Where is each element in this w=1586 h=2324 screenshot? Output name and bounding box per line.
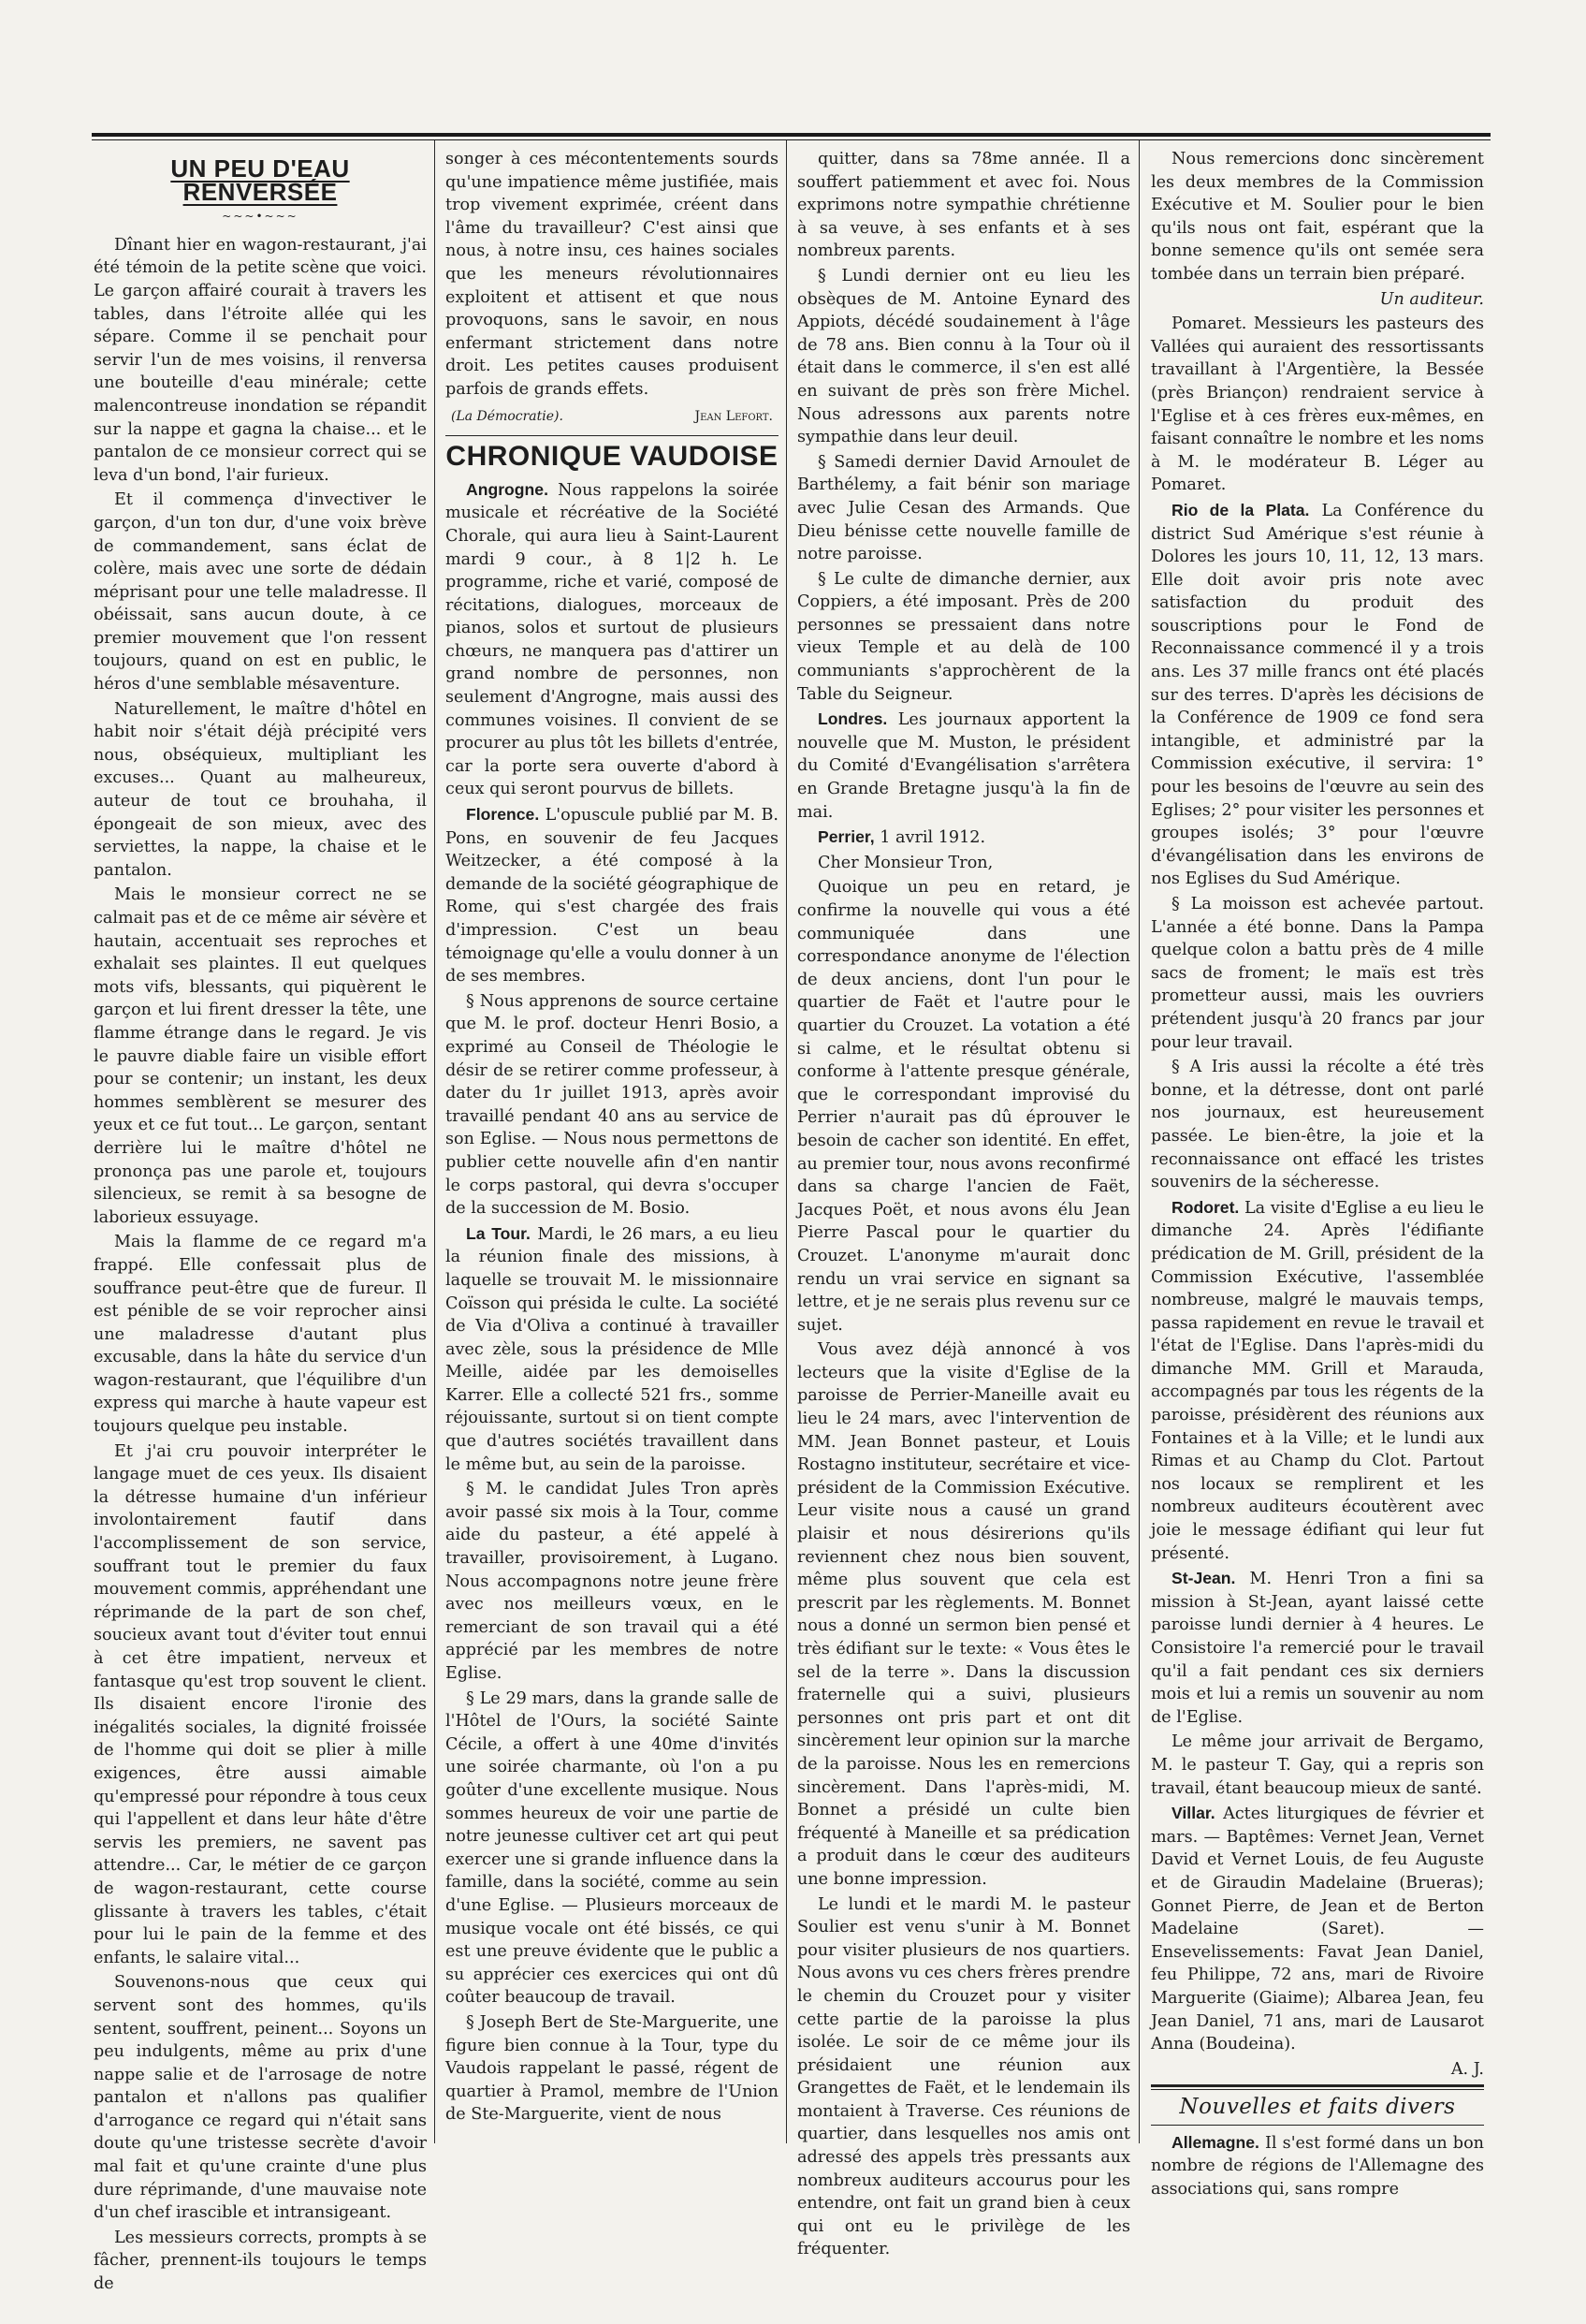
news-item xyxy=(797,451,1130,566)
location-label: La Tour. xyxy=(466,1223,531,1243)
news-item xyxy=(1151,499,1484,891)
news-item xyxy=(1151,1802,1484,2056)
news-item xyxy=(445,1688,778,2010)
news-item xyxy=(1151,893,1484,1054)
citation-source: (La Démocratie). xyxy=(451,408,563,424)
news-item xyxy=(445,990,778,1220)
news-item xyxy=(1151,1567,1484,1729)
item-text: § La moisson est achevée partout. L'année a été bonne. Dans la Pampa quelque colon a battu près de 4 mille sacs de froment; le maïs est très prometteur aussi, mais les ouvriers prétendent jusqu'à 20 francs par jour pour leur travail. xyxy=(1151,895,1484,1052)
item-text: Quoique un peu en retard, je confirme la nouvelle qui vous a été communiquée dans une correspondance anonyme de l'élection de deux anciens, dont l'un pour le quartier de Faët et l'autre pour le quartier du Crouzet. La votation a été si calme, et le résultat obtenu si conforme à l'attente presque générale, que le correspondant improvisé du Perrier n'aurait pas dû éprouver le besoin de cacher son identité. En effet, au premier tour, nous avons reconfirmé dans sa charge l'ancien de Faët, Jacques Poët, et nous avons élu Jean Pierre Pascal pour le quartier du Crouzet. L'anonyme m'aurait donc rendu un vrai service en signant sa lettre, et je ne serais plus revenu sur ce sujet. xyxy=(797,878,1130,1335)
paragraph: songer à ces mécontentements sourds qu'une impatience même justifiée, mais trop vivement exprimée, créent dans l'âme du travailleur? C'est ainsi que nous, à notre insu, ces haines sociales que les meneurs révolutionnaires exploitent et attisent et que nous provoquons, sans le savoir, en nous enfermant strictement dans notre droit. Les petites causes produisent parfois de grands effets. xyxy=(445,150,778,399)
location-label: Allemagne. xyxy=(1171,2132,1259,2152)
news-item xyxy=(797,826,1130,850)
section-title: Nouvelles et faits divers xyxy=(1179,2095,1456,2120)
location-label: St-Jean. xyxy=(1171,1569,1236,1588)
section-rule xyxy=(1151,2125,1484,2126)
item-text: La visite d'Eglise a eu lieu le dimanche 24. Après l'édifiante prédication de M. Grill, président de la Commission Exécutive, l'assemblée nombreuse, malgré le mauvais temps, passa rapidement en revue le travail et l'état de l'Eglise. Dans l'après-midi du dimanche MM. Grill et Marauda, accompagnés par tous les régents de la paroisse, présidèrent des réunions aux Fontaines et à la Ville; et le lundi aux Rimas et au Champ du Clot. Partout nos locaux se remplirent et les nombreux auditeurs écoutèrent avec joie le message édifiant qui leur fut présenté. xyxy=(1151,1198,1485,1563)
paragraph: Les messieurs corrects, prompts à se fâcher, prennent-ils toujours le temps de xyxy=(94,2228,427,2294)
top-rule xyxy=(92,133,1491,137)
column-divider xyxy=(1139,140,1140,2143)
location-label: Villar. xyxy=(1171,1804,1215,1823)
signature: Un auditeur. xyxy=(1379,289,1484,309)
paragraph: Mais le monsieur correct ne se calmait pas et de ce même air sévère et hautain, accentuait ses reproches et exhalait ses plaintes. Il eut quelques mots vifs, blessants, qui piquèrent le garçon et lui firent dresser la tête, une flamme étrange dans le regard. Je vis le pauvre diable faire un visible effort pour se contenir; un instant, les deux hommes semblèrent se mesurer des yeux et ce fut tout... Le garçon, sentant derrière lui le maître d'hôtel ne prononça pas une parole et, toujours silencieux, se remit à sa besogne de laborieux essuyage. xyxy=(94,885,427,1227)
section-rule xyxy=(1151,2084,1484,2087)
location-label: Rodoret. xyxy=(1171,1197,1240,1217)
item-text: Vous avez déjà annoncé à vos lecteurs que la visite d'Eglise de la paroisse de Perrier-Maneille avait eu lieu le 24 mars, avec l'intervention de MM. Jean Bonnet pasteur, et Louis Rostagno instituteur, secrétaire et vice-président de la Commission Exécutive. Leur visite nous a causé un grand plaisir et nous désirerions qu'ils reviennent chez nous bien souvent, même plus souvent que cela est prescrit par les règlements. M. Bonnet nous a donné un sermon bien pensé et très édifiant sur le texte: « Vous êtes le sel de la terre ». Dans la discussion fraternelle qui a suivi, plusieurs personnes ont pris part et ont dit sincèrement leur opinion sur la marche de la paroisse. Nous les en remercions sincèrement. Dans l'après-midi, M. Bonnet a présidé un culte bien fréquenté à Maneille et sa prédication a produit dans le cœur des auditeurs une bonne impression. xyxy=(797,1340,1130,1889)
title-ornament: ~~~•~~~ xyxy=(222,210,298,224)
location-label: Perrier, xyxy=(818,827,875,847)
news-item xyxy=(797,568,1130,707)
paragraph: Mais la flamme de ce regard m'a frappé. Elle confessait plus de souffrance peut-être que de fureur. Il est pénible de se voir reprocher ainsi une maladresse d'autant plus excusable, dans la hâte du service d'un wagon-restaurant, que l'équilibre d'un express qui marche à haute vapeur est toujours quelque peu instable. xyxy=(94,1233,427,1437)
news-item xyxy=(1151,1196,1484,1566)
paragraph: Et j'ai cru pouvoir interpréter le langage muet de ces yeux. Ils disaient la détresse humaine d'un inférieur involontairement fautif dans l'accomplissement de son service, souffrant tout le premier du faux mouvement commis, appréhendant une réprimande de la part de son chef, soucieux avant tout d'éviter tout ennui à cet être impatient, nerveux et fantasque qu'est trop souvent le client. Ils disaient encore l'ironie des inégalités sociales, la dignité froissée de l'homme qui doit se plier à mille exigences, être aussi aimable qu'empressé pour répondre à tous ceux qui l'appellent et dans leur hâte d'être servis les premiers, ne savent pas attendre... Car, le métier de ce garçon de wagon-restaurant, cette course glissante à travers les tables, c'était pour lui le pain de la femme et des enfants, le salaire vital... xyxy=(94,1441,427,1967)
item-text: Pomaret. Messieurs les pasteurs des Vallées qui auraient des ressortissants travaillant à l'Argentière, la Bessée (près Briançon) rendraient service à l'Eglise et à ces frères eux-mêmes, en faisant connaître le nombre et les noms à M. le modérateur B. Léger au Pomaret. xyxy=(1151,314,1484,495)
news-item xyxy=(797,852,1130,875)
news-item xyxy=(445,2011,778,2127)
news-item xyxy=(797,708,1130,824)
item-text: Le même jour arrivait de Bergamo, M. le pasteur T. Gay, qui a repris son travail, étant beaucoup mieux de santé. xyxy=(1151,1732,1484,1798)
item-text: § Nous apprenons de source certaine que M. le prof. docteur Henri Bosio, a exprimé au Conseil de Théologie le désir de se retirer comme professeur, à dater du 1r juillet 1913, après avoir travaillé pendant 40 ans au service de son Eglise. — Nous nous permettons de publier cette nouvelle afin d'en nantir le corps pastoral, qui devra s'occuper de la succession de M. Bosio. xyxy=(445,991,778,1219)
item-text: La Conférence du district Sud Amérique s'est réunie à Dolores les jours 10, 11, 12, 13 mars. Elle doit avoir pris note avec satisfaction du produit des souscriptions pour le Fond de Reconnaissance commencé il y a trois ans. Les 37 mille francs ont été placés sur des terres. D'après les décisions de la Conférence de 1909 ce fond sera intangible, et administré par la Commission exécutive, il servira: 1° pour les besoins de l'œuvre au sein des Eglises; 2° pour visiter les personnes et groupes isolés; 3° pour l'œuvre d'évangélisation dans les environs de nos Eglises du Sud Amérique. xyxy=(1151,501,1485,889)
item-text: M. Henri Tron a fini sa mission à St-Jean, ayant laissé cette paroisse lundi dernier à 4 heures. Le Consistoire l'a remercié pour le travail qu'il a fait pendant ces six derniers mois et lui a remis un souvenir au nom de l'Eglise. xyxy=(1151,1570,1485,1727)
column-divider xyxy=(786,140,787,2143)
section-rule-thin xyxy=(1151,2089,1484,2090)
paragraph: Dînant hier en wagon-restaurant, j'ai été témoin de la petite scène que voici. Le garçon affairé courait à travers les tables, dans l'étroite allée qui les sépare. Comme il se penchait pour servir l'un de mes voisins, il renversa une bouteille d'eau minérale; cette malencontreuse inondation se répandit sur la nappe et gagna la chaise... et le pantalon de ce monsieur correct qui se leva d'un bond, l'air furieux. xyxy=(94,235,427,485)
paragraph: Souvenons-nous que ceux qui servent sont des hommes, qu'ils sentent, souffrent, peinent... Soyons un peu indulgents, même au prix d'une nappe salie et de l'arrosage de notre pantalon et n'allons pas qualifier d'arrogance ce regard qui n'était sans doute qu'une tristesse secrète d'avoir mal fait et qu'une crainte d'une plus dure réprimande, d'une mauvaise note d'un chef irascible et intransigeant. xyxy=(94,1973,427,2223)
item-text: Les journaux apportent la nouvelle que M. Muston, le président du Comité d'Evangélisation s'arrêtera en Grande Bretagne jusqu'à la fin de mai. xyxy=(797,710,1131,822)
item-text: Cher Monsieur Tron, xyxy=(818,853,994,872)
item-text: § M. le candidat Jules Tron après avoir passé six mois à la Tour, comme aide du pasteur, a été appelé à travailler, provisoirement, à Lugano. Nous accompagnons notre jeune frère avec nos meilleurs vœux, en le remerciant de son travail qui a été apprécié par les membres de notre Eglise. xyxy=(445,1480,778,1683)
item-text: § Le culte de dimanche dernier, aux Coppiers, a été imposant. Près de 200 personnes se pressaient dans notre vieux Temple et au delà de 100 communiants s'approchèrent de la Table du Seigneur. xyxy=(797,569,1130,704)
news-item xyxy=(797,1338,1130,1891)
item-text: § Samedi dernier David Arnoulet de Barthélemy, a fait bénir son mariage avec Julie Cesan des Armands. Que Dieu bénisse cette nouvelle famille de notre paroisse. xyxy=(797,452,1130,564)
item-text: § A Iris aussi la récolte a été très bonne, et la détresse, dont ont parlé nos journaux, est heureusement passée. Le bien-être, la joie et la reconnaissance ont effacé les tristes souvenirs de la sécheresse. xyxy=(1151,1058,1484,1192)
news-item xyxy=(1151,1056,1484,1194)
column-2 xyxy=(445,148,778,2151)
top-rule-thin xyxy=(92,139,1491,140)
item-text: Nous rappelons la soirée musicale et récréative de la Société Chorale, qui aura lieu à Saint-Laurent mardi 9 cour., à 8 1|2 h. Le programme, riche et varié, composé de récitations, dialogues, morceaux de pianos, solos et surtout de plusieurs chœurs, ne manquera pas d'attirer un grand nombre de personnes, non seulement d'Angrogne, mais aussi des communes voisines. Il convient de se procurer au plus tôt les billets d'entrée, car la porte sera ouverte d'abord à ceux qui seront pourvus de billets. xyxy=(445,480,779,799)
news-item: Allemagne. Il s'est formé dans un bon nombre de régions de l'Allemagne des associations qui, sans rompre xyxy=(1151,2132,1484,2200)
column-4 xyxy=(1151,148,1485,2200)
section-title: CHRONIQUE VAUDOISE xyxy=(445,441,778,473)
item-text: § Lundi dernier ont eu lieu les obsèques de M. Antoine Eynard des Appiots, décédé soudainement à l'âge de 78 ans. Bien connu à la Tour où il était dans le commerce, il s'en est allé en suivant de près son frère Michel. Nous adressons aux parents notre sympathie dans leur deuil. xyxy=(797,266,1130,447)
news-item xyxy=(1151,313,1484,497)
news-item xyxy=(797,876,1130,1337)
column-3 xyxy=(797,148,1131,2259)
location-label: Angrogne. xyxy=(466,479,548,499)
item-text: Mardi, le 26 mars, a eu lieu la réunion finale des missions, à laquelle se trouvait M. le missionnaire Coïsson qui présida le culte. La société de Via d'Oliva a continué à travailler avec zèle, sous la présidence de Mlle Meille, aidée par les demoiselles Karrer. Elle a collecté 521 frs., somme réjouissante, surtout si on tient compte que d'autres sociétés travaillent dans le même but, au sein de la paroisse. xyxy=(445,1224,779,1474)
news-item xyxy=(1151,1731,1484,1800)
news-item xyxy=(797,148,1130,263)
citation xyxy=(445,403,778,431)
paragraph: Et il commença d'invectiver le garçon, d'un ton dur, d'une voix brève de commandement, sans éclat de colère, mais avec une sorte de dédain méprisant pour une telle maladresse. Il obéissait, sans aucun doute, à ce premier mouvement que l'on ressent toujours, quand on est en public, le héros d'une semblable mésaventure. xyxy=(94,490,427,694)
column-1 xyxy=(94,148,427,2294)
citation-author: Jean Lefort. xyxy=(694,408,773,424)
location-label: Rio de la Plata. xyxy=(1171,500,1310,519)
item-text: Actes liturgiques de février et mars. — Baptêmes: Vernet Jean, Vernet David et Vernet Louis, de feu Auguste et de Giraudin Madelaine (Brueras); Gonnet Pierre, de Jean et de Berton Madelaine (Saret). — Ensevelissements: Favat Jean Daniel, feu Philippe, 72 ans, mari de Rivoire Marguerite (Giaime); Albarea Jean, feu Jean Daniel, 71 ans, mari de Lausarot Anna (Boudeina). xyxy=(1151,1805,1484,2054)
article-title: UN PEU D'EAU RENVERSÉE xyxy=(170,154,350,206)
news-item: Nous remercions donc sincèrement les deux membres de la Commission Exécutive et M. Soulier pour le bien qu'ils nous ont fait, espérant que la bonne semence qu'ils ont semée sera tombée dans un terrain bien préparé. xyxy=(1151,150,1484,284)
item-text: 1 avril 1912. xyxy=(880,828,986,848)
news-item xyxy=(445,1478,778,1685)
item-text: L'opuscule publié par M. B. Pons, en souvenir de feu Jacques Weitzecker, a été composé à la demande de la société géographique de Rome, qui s'est chargée des frais d'impression. C'est un beau témoignage qu'elle a voulu donner à un de ses membres. xyxy=(445,806,778,987)
location-label: Florence. xyxy=(466,805,540,825)
news-item xyxy=(445,803,778,988)
item-text: § Joseph Bert de Ste-Marguerite, une figure bien connue à la Tour, type du Vaudois rappelant le passé, régent de quartier à Pramol, membre de l'Union de Ste-Marguerite, vient de nous xyxy=(445,2012,778,2125)
paragraph: Naturellement, le maître d'hôtel en habit noir s'était déjà précipité vers nous, obséquieux, multipliant les excuses... Quant au malheureux, auteur de tout ce brouhaha, il épongeait de son mieux, avec des serviettes, la nappe, la chaise et le pantalon. xyxy=(94,699,427,880)
news-item xyxy=(445,1222,778,1477)
news-item xyxy=(797,265,1130,449)
item-text: § Le 29 mars, dans la grande salle de l'Hôtel de l'Ours, la société Sainte Cécile, a offert à une 40me d'invités une soirée charmante, où l'on a pu goûter d'une excellente musique. Nous sommes heureux de voir une partie de notre jeunesse cultiver cet art qui peut exercer une si grande influence dans la famille, dans la société, comme au sein d'une Eglise. — Plusieurs morceaux de musique vocale ont été bissés, ce qui est une preuve évidente que le public a su apprécier ces exercices qui ont dû coûter beaucoup de travail. xyxy=(445,1688,778,2008)
item-text: Le lundi et le mardi M. le pasteur Soulier est venu s'unir à M. Bonnet pour visiter plusieurs de nos quartiers. Nous avons vu ces chers frères prendre le chemin du Crouzet pour y visiter cette partie de la paroisse la plus isolée. Le soir de ce même jour ils présidaient une réunion aux Grangettes de Faët, et le lendemain ils montaient à Traverse. Ces réunions de quartier, dans lesquelles nos amis ont adressé des appels très pressants aux nombreux auditeurs accourus pour les entendre, ont fait un grand bien à ceux qui ont eu le privilège de les fréquenter. xyxy=(797,1894,1130,2259)
signature: A. J. xyxy=(1450,2059,1484,2079)
section-rule xyxy=(445,435,778,436)
news-item xyxy=(445,478,778,801)
location-label: Londres. xyxy=(818,709,888,729)
item-text: quitter, dans sa 78me année. Il a souffert patiemment et avec foi. Nous exprimons notre sympathie chrétienne à sa veuve, à ses enfants et à ses nombreux parents. xyxy=(797,150,1130,261)
news-item xyxy=(797,1893,1130,2262)
column-divider xyxy=(434,140,435,2143)
